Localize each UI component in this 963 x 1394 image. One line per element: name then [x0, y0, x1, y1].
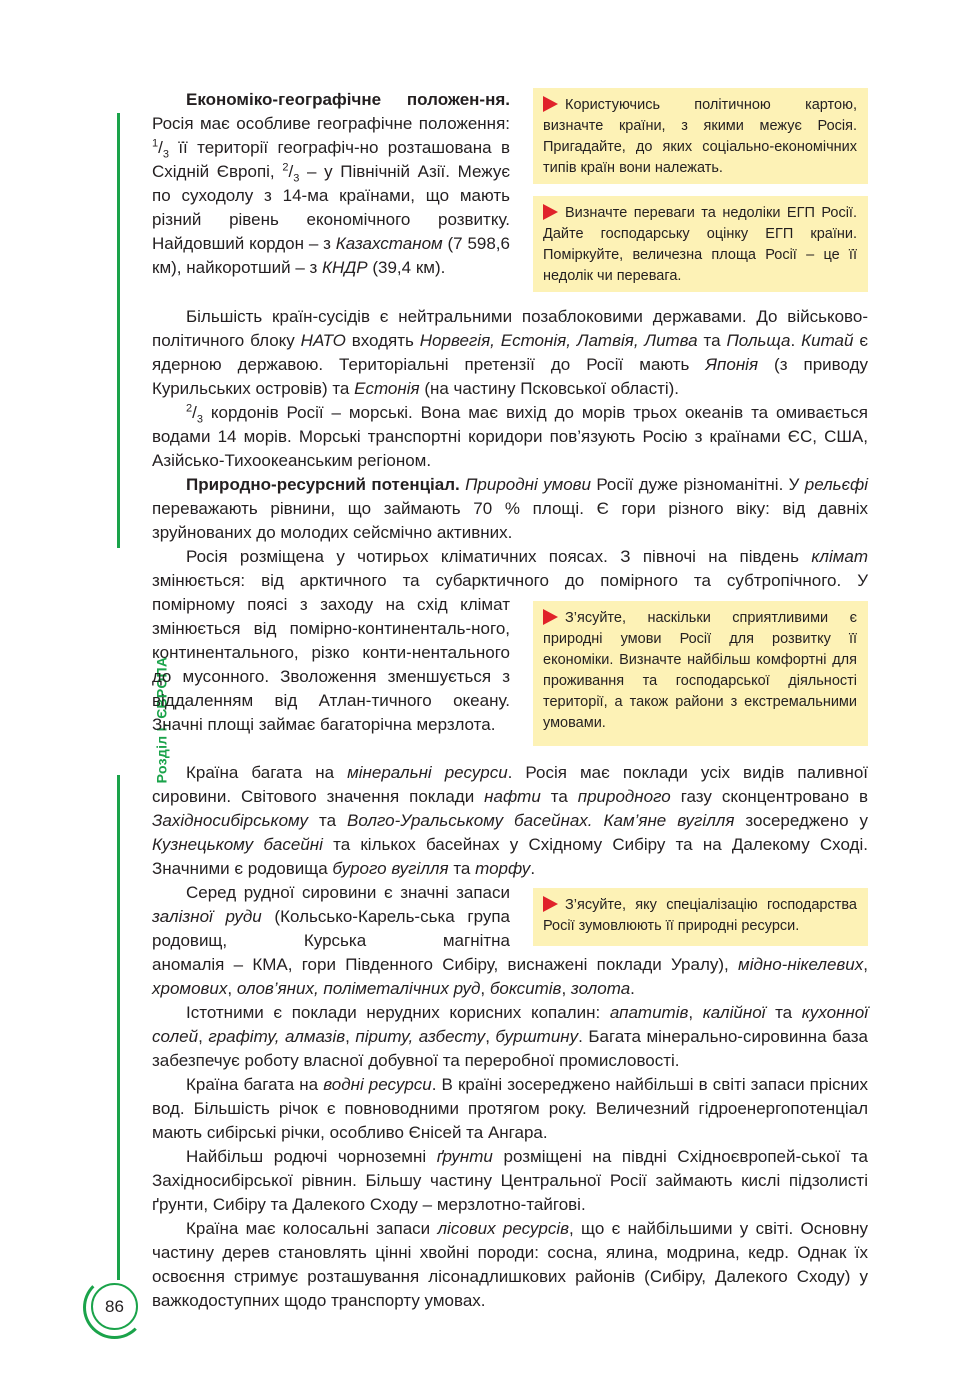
paragraph-nonmetal	[152, 1001, 868, 1073]
text-run: олов’яних, поліметалічних руд	[236, 979, 481, 998]
text-run: та	[697, 331, 727, 350]
paragraph-ore-cont	[152, 953, 868, 1001]
red-triangle-icon	[543, 609, 558, 625]
text-run: залізної руди	[152, 907, 262, 926]
text-run: торфу	[475, 859, 531, 878]
sidebar-line-bottom	[117, 775, 120, 1280]
text-run: ,	[345, 1027, 356, 1046]
text-run: Економіко-географічне положен-ня.	[186, 90, 510, 109]
text-run: ,	[863, 955, 868, 974]
text-run: змінюється: від арктичного та субарктичного до помірного та субтропічного. У	[152, 571, 868, 590]
text-run: НАТО	[300, 331, 346, 350]
text-run: калійної	[702, 1003, 766, 1022]
text-run: (з приводу Курильських островів) та	[152, 355, 868, 398]
text-run: Польща	[726, 331, 791, 350]
paragraph-water	[152, 1073, 868, 1145]
text-run: Країна багата на	[186, 763, 348, 782]
text-run: Західносибірському	[152, 811, 309, 830]
text-run: (7 598,6 км), найкоротший – з	[152, 234, 510, 277]
text-run: бокситів	[489, 979, 562, 998]
text-run: Естонія	[354, 379, 420, 398]
paragraph-egp	[152, 88, 510, 280]
text-run: 3	[162, 148, 169, 161]
text-run: Природно-ресурсний потенціал.	[186, 475, 460, 494]
paragraph-forest	[152, 1217, 868, 1313]
text-run: та	[308, 811, 347, 830]
text-run: 2	[186, 402, 193, 415]
text-run: .	[790, 331, 802, 350]
text-run: природного	[577, 787, 671, 806]
text-run: лісових ресурсів	[437, 1219, 570, 1238]
text-run: Кузнецькому басейні	[152, 835, 323, 854]
text-run: та	[448, 859, 476, 878]
task-box-2	[533, 196, 868, 292]
text-run: 3	[293, 172, 300, 185]
text-run: помірному поясі з заходу на схід клімат змінюється від помірно-континенталь-ного, континентального, різко конти-нентального до мусонного. Зволоження зменшується з віддаленням від Атлан-тичного океану. Значні площі займає багаторічна мерзлота.	[152, 595, 510, 734]
red-triangle-icon	[543, 204, 558, 220]
task-box-2-text: Визначте переваги та недоліки ЕГП Росії. Дайте господарську оцінку ЕГП країни. Поміркуйте, величезна площа Росії – це її недолік чи перевага.	[543, 205, 857, 284]
text-run: КНДР	[322, 258, 368, 277]
text-run: входять	[345, 331, 420, 350]
paragraph-sea-borders	[152, 401, 868, 473]
text-run: нафти	[484, 787, 541, 806]
text-run: . Росія має поклади усіх видів паливної сировини. Світового значення поклади	[152, 763, 869, 806]
text-run: ,	[688, 1003, 703, 1022]
text-run: золота	[570, 979, 631, 998]
task-box-1	[533, 88, 868, 184]
text-run: бурого вугілля	[332, 859, 449, 878]
red-triangle-icon	[543, 896, 558, 912]
sidebar-line-top	[117, 113, 120, 548]
page-number: 86	[91, 1283, 138, 1330]
text-run: Більшість країн-сусідів є нейтральними позаблоковими державами. До військово-політичного блоку	[152, 307, 868, 350]
text-run: ,	[480, 979, 490, 998]
paragraph-neighbours	[152, 305, 868, 401]
text-run: .	[630, 979, 635, 998]
text-run: (39,4 км).	[367, 258, 446, 277]
text-run: газу сконцентровано в	[670, 787, 869, 806]
text-run: водні ресурси	[323, 1075, 432, 1094]
text-run: 1	[152, 137, 159, 150]
text-run: Природні умови	[465, 475, 592, 494]
text-run: Найбільш родючі чорноземні	[186, 1147, 437, 1166]
text-run: переважають рівнини, що займають 70 % площі. Є гори різного віку: від давніх зруйнованих до молодих сейсмічно активних.	[152, 499, 868, 542]
text-run: кухонної солей	[152, 1003, 868, 1046]
text-run: мінеральні ресурси	[347, 763, 508, 782]
paragraph-minerals	[152, 761, 868, 881]
text-run: Японія	[705, 355, 759, 374]
text-run: її території географіч-но розташована в Східній Європі,	[152, 138, 510, 181]
text-run: аномалія – КМА, гори Південного Сибіру, виснажені поклади Уралу),	[152, 955, 739, 974]
text-run: Китай	[801, 331, 854, 350]
task-box-4	[533, 888, 868, 946]
text-run: хромових	[152, 979, 228, 998]
paragraph-soils	[152, 1145, 868, 1217]
text-run: та	[540, 787, 578, 806]
text-run: 2	[282, 161, 289, 174]
text-run: /	[158, 138, 163, 157]
text-run: .	[530, 859, 536, 878]
text-run: ,	[561, 979, 571, 998]
section-label: Розділ І. ЄВРОПА	[153, 656, 170, 784]
text-run: ґрунти	[436, 1147, 493, 1166]
text-run: піриту, азбесту	[355, 1027, 486, 1046]
text-run: Країна багата на	[186, 1075, 324, 1094]
task-box-4-text: З’ясуйте, яку спеціалізацію господарства Росії зумовлюють її природні ресурси.	[543, 897, 857, 934]
text-run: ,	[227, 979, 237, 998]
text-run: Росія розміщена у чотирьох кліматичних поясах. З півночі на південь	[186, 547, 812, 566]
text-run: Серед рудної сировини є значні запаси	[186, 883, 510, 902]
task-box-3-text: З’ясуйте, наскільки сприятливими є природні умови Росії для розвитку її економіки. Визначте найбільш комфортні для проживання та господарської діяльності території, а також райони з екстремальними умовами.	[543, 610, 857, 731]
text-run: Росії дуже різноманітні. У	[591, 475, 805, 494]
text-run: апатитів	[609, 1003, 689, 1022]
text-run: Норвегія, Естонія, Латвія, Литва	[419, 331, 698, 350]
text-run: ,	[198, 1027, 209, 1046]
text-run: (Кольсько-Карель-ська група родовищ, Курська магнітна	[152, 907, 511, 950]
text-run: рельєфі	[804, 475, 869, 494]
text-run: , що є найбільшими у світі. Основну частину дерев становлять цінні хвойні породи: сосна, ялина, модрина, кедр. Однак їх освоєння стримує розташування лісонадлишкових районів (Сибіру, Далекого Сходу) у важкодоступних щодо транспорту умовах.	[152, 1219, 868, 1310]
task-box-3	[533, 601, 868, 746]
text-run: . В країні зосереджено найбільші в світі запаси прісних вод. Більшість річок є повноводними протягом року. Величезний гідроенергопотенціал мають сибірські річки, особливо Єнісей та Ангара.	[152, 1075, 868, 1142]
text-run: /	[192, 403, 197, 422]
text-run: кордонів Росії – морські. Вона має вихід до морів трьох океанів та омивається водами 14 морів. Морські транспортні коридори пов’язують Росію з країнами ЄС, США, Азійсько-Тихоокеанським регіоном.	[152, 403, 868, 470]
text-run: (на частину Псковської області).	[419, 379, 680, 398]
text-run: Істотними є поклади нерудних корисних копалин:	[186, 1003, 610, 1022]
text-run: – у Північній Азії. Межує по суходолу з 14-ма країнами, що мають різний рівень економічного розвитку. Найдовший кордон – з	[152, 162, 510, 253]
text-run: клімат	[811, 547, 868, 566]
paragraph-natural-potential	[152, 473, 868, 545]
text-run: мідно-нікелевих	[738, 955, 864, 974]
paragraph-climate	[152, 545, 868, 593]
text-run: . Багата мінерально-сировинна база забезпечує роботу власної добувної та переробної промисловості.	[152, 1027, 868, 1070]
paragraph-ore	[152, 881, 510, 953]
text-run: Країна має колосальні запаси	[186, 1219, 438, 1238]
task-box-1-text: Користуючись політичною картою, визначте країни, з якими межує Росія. Пригадайте, до яких соціально-економічних типів країн вони належать.	[543, 97, 857, 176]
text-run: Казахстаном	[335, 234, 443, 253]
red-triangle-icon	[543, 96, 558, 112]
text-run: бурштину	[495, 1027, 579, 1046]
text-run: та кількох басейнах у Східному Сибіру та на Далекому Сході. Значними є родовища	[152, 835, 868, 878]
text-run: 3	[196, 413, 203, 426]
text-run: є ядерною державою. Територіальні претензії до Росії мають	[152, 331, 868, 374]
text-run: ,	[485, 1027, 496, 1046]
text-run: Волго-Уральському басейнах. Кам’яне вугілля	[346, 811, 735, 830]
text-run: /	[288, 162, 294, 181]
paragraph-climate-cont	[152, 593, 510, 737]
text-run: зосереджено у	[734, 811, 868, 830]
text-run: графіту, алмазів	[208, 1027, 346, 1046]
text-run: Росія має особливе географічне положення:	[152, 114, 510, 133]
text-run: розміщені на півдні Східноєвропей-ської та Західносибірської рівнин. Більшу частину Центральної Росії займають кислі підзолисті ґрунти, Сибіру та Далекого Сходу – мерзлотно-тайгові.	[152, 1147, 868, 1214]
text-run: та	[765, 1003, 802, 1022]
